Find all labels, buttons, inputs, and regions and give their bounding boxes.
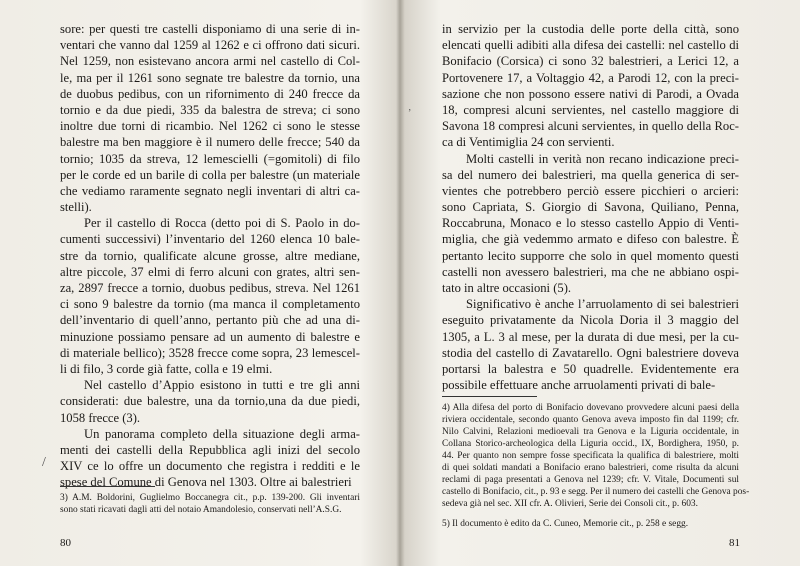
text-line: li di filo, 3 corde già fatte, colla e 19 elmi.	[60, 361, 273, 376]
text-line: considerati: due balestre, una da tornio,una da due piedi,	[60, 394, 360, 409]
pencil-mark: ’	[408, 108, 412, 119]
text-line: ca di Ventimiglia 24 con servienti.	[442, 135, 615, 150]
right-footnotes	[442, 402, 750, 530]
footnote-line: sedeva già nel sec. XII cfr. A. Olivieri, Serie dei Consoli cit., p. 603.	[442, 499, 698, 509]
text-line: tornio e da due piedi, 335 da balestra de streva; ci sono	[60, 102, 360, 117]
footnote-line: di quei soldati mandati a Bonifacio erano balestrieri, come risulta da alcuni	[442, 463, 739, 473]
text-line: Bonifacio (Corsica) ci sono 32 balestrieri, a Lerici 12, a	[442, 54, 739, 69]
text-line: dell’inventario di quell’anno, pertanto più che ad una di-	[60, 313, 360, 328]
text-line: miglia, che già vedemmo armato e difeso con balestre. È	[442, 232, 739, 247]
text-line: ventari che vanno dal 1259 al 1262 e ci offrono dati sicuri.	[60, 38, 360, 53]
text-line: sa del numero dei balestrieri, ma quella generica di ser-	[442, 167, 739, 182]
right-page	[402, 0, 800, 566]
text-line: portarsi la balestra e 50 quadrelle. Evidentemente era	[442, 361, 739, 376]
text-line: menti dei castelli della Repubblica agli inizi del secolo	[60, 442, 360, 457]
text-line: stodia del castello di Zavatarello. Ogni balestriere doveva	[442, 345, 739, 360]
page-number: 80	[60, 537, 71, 549]
text-line: Molti castelli in verità non recano indicazione preci-	[466, 151, 739, 166]
text-line: za, 2897 frecce a tornio, duobus pedibus, streva. Nel 1261	[60, 281, 360, 295]
text-line: in servizio per la custodia delle porte della città, sono	[442, 22, 739, 36]
text-line: le, ma per il 1261 sono segnate tre balestre da tornio, una	[60, 70, 360, 85]
text-line: 18, compresi alcuni servientes, nel castello maggiore di	[442, 102, 739, 117]
text-line: spese del Comune di Genova nel 1303. Oltre ai balestrieri	[60, 475, 352, 490]
text-line: altre piccole, 37 elmi di ferro alcuni con grates, altri sen-	[60, 264, 360, 279]
text-line: Savona 18 compresi alcuni servientes, in quello della Roc-	[442, 119, 739, 134]
footnote-line: riviera occidentale, secondo quanto Genova aveva imposto fin dal 1199; cfr.	[442, 415, 739, 425]
footnote-line: sono stati ricavati dagli atti del notaio Amandolesio, conservati nell’A.S.G.	[60, 505, 342, 515]
text-line: cumenti successivi) l’inventario del 1260 elenca 10 bale-	[60, 232, 360, 247]
text-line: stelli).	[60, 200, 92, 215]
text-line: de duobus pedibus, con un rifornimento di 240 frecce da	[60, 86, 360, 101]
footnote-rule	[442, 396, 537, 397]
pencil-mark: /	[42, 455, 46, 470]
text-line: pertanto lecito supporre che solo in quel momento questi	[442, 248, 739, 263]
footnote-line: 44. Per quanto non sempre fosse specificata la qualifica di balestriere, molti	[442, 451, 739, 461]
footnote-line: castello di Bonifacio, cit., p. 93 e segg. Per il numero dei castelli che Genova pos-	[442, 487, 750, 497]
text-line: 1305, a L. 3 al mese, per la durata di due mesi, per la cu-	[442, 329, 739, 344]
text-line: che vediamo raramente segnato negli inventari di altri ca-	[60, 183, 360, 198]
footnote-rule	[60, 486, 155, 487]
text-line: 1058 frecce (3).	[60, 410, 141, 425]
text-line: Significativo è anche l’arruolamento di sei balestrieri	[466, 297, 739, 312]
text-line: vientes che potrebbero perciò essere picchieri o arcieri:	[442, 183, 739, 198]
text-line: Per il castello di Rocca (detto poi di S. Paolo in do-	[84, 216, 360, 231]
footnote-line: reclami di paga presentati a Genova nel 1239; cfr. V. Vitale, Documenti sul	[442, 475, 739, 485]
text-line: tato in altre occasioni (5).	[442, 281, 572, 295]
text-line: per le corde ed un barile di colla per balestre (un materiale	[60, 167, 360, 182]
text-line: sono Capriata, S. Giorgio di Savona, Quiliano, Penna,	[442, 200, 739, 215]
page-number: 81	[729, 537, 740, 549]
footnote-line: 4) Alla difesa del porto di Bonifacio dovevano provvedere alcuni paesi della	[442, 403, 739, 413]
text-line: Portovenere 17, a Voltaggio 42, a Parodi 12, con la preci-	[442, 70, 739, 85]
text-line: elencati quelli adibiti alla difesa dei castelli: nel castello di	[442, 38, 739, 53]
text-line: Nel castello d’Appio esistono in tutti e tre gli anni	[84, 378, 360, 393]
right-body-text	[442, 21, 739, 393]
text-line: eseguito privatamente da Nicola Doria il 3 maggio del	[442, 313, 739, 328]
text-line: XIV ce lo offre un documento che registra i redditi e le	[60, 459, 360, 474]
text-line: Un panorama completo della situazione degli arma-	[84, 426, 360, 441]
text-line: minuzione possiamo pensare ad un aumento di balestre e	[60, 329, 360, 344]
footnote-line: Nilo Calvini, Relazioni medioevali tra Genova e la Liguria occidentale, in	[442, 427, 739, 437]
text-line: ci sono 9 balestre da tornio (ma manca il completamento	[60, 297, 360, 312]
text-line: Roccabruna, Monaco e lo stesso castello Appio di Venti-	[442, 216, 739, 231]
text-line: castelli non avessero balestrieri, ma che ne abbiano ospi-	[442, 264, 739, 279]
text-line: stre da tornio, qualificate alcune grosse, altre mediane,	[60, 248, 360, 263]
footnote-line: 5) Il documento è edito da C. Cuneo, Memorie cit., p. 258 e segg.	[442, 519, 689, 529]
text-line: di materiale bellico); 3528 frecce come sopra, 23 lemescel-	[60, 345, 360, 360]
footnote-line: 3) A.M. Boldorini, Guglielmo Boccanegra cit., p.p. 139-200. Gli inventari	[60, 493, 360, 503]
left-body-text	[60, 21, 360, 490]
text-line: inoltre due torni di ricambio. Nel 1262 ci sono le stesse	[60, 119, 360, 134]
text-line: balestre ma ben maggiore è il numero delle frecce; 540 da	[60, 135, 360, 150]
text-line: possibile effettuare anche arruolamenti privati di bale-	[442, 378, 716, 393]
text-line: Nel 1259, non esistevano ancora armi nel castello di Col-	[60, 54, 360, 69]
footnote-line: Collana Storico-archeologica della Liguria occid., IX, Bordighera, 1950, p.	[442, 439, 739, 449]
text-line: sore: per questi tre castelli disponiamo di una serie di in-	[60, 22, 360, 36]
text-line: sazione che non possono essere nativi di Parodi, a Ovada	[442, 86, 739, 101]
left-footnotes	[60, 492, 360, 516]
left-page	[0, 0, 398, 566]
text-line: tornio; 1035 da streva, 12 lemescielli (=gomitoli) di filo	[60, 151, 360, 166]
